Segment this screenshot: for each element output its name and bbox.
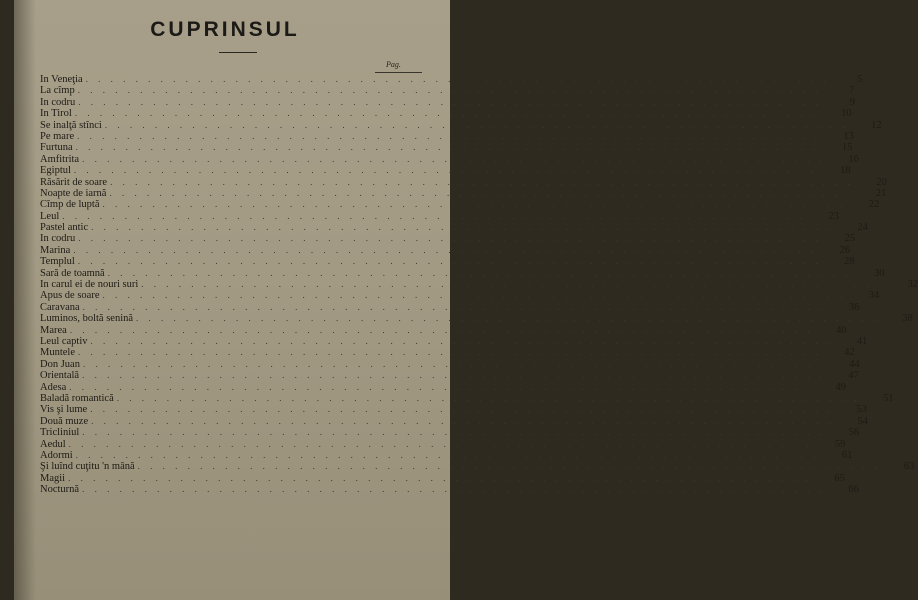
dot-leader: . . . . . . . . . . . . . . . . . . . . . . . . . . . . . . . . . . . . . . . . . . . . . . . . . . . . . . . . . . . . (91, 415, 835, 426)
dot-leader: . . . . . . . . . . . . . . . . . . . . . . . . . . . . . . . . . . . . . . . . . . . . . . . . . . . . . . . . . . . . (78, 347, 822, 358)
toc-entry (40, 187, 887, 199)
toc-entry (40, 484, 859, 496)
toc-entry-page: 22 (868, 199, 880, 211)
toc-entry (40, 427, 860, 439)
dot-leader: . . . . . . . . . . . . . . . . . . . . . . . . . . . . . . . . . . . . . . . . . . . . . . . . . . . . . . . . . . . . (82, 370, 826, 381)
toc-entry (40, 461, 915, 473)
dot-leader: . . . . . . . . . . . . . . . . . . . . . . . . . . . . . . . . . . . . . . . . . . . . . . . . . . . . . . . . . . . . (78, 96, 823, 107)
page-column-rule (375, 72, 422, 73)
toc-entry-page: 24 (857, 222, 868, 234)
dot-leader: . . . . . . . . . . . . . . . . . . . . . . . . . . . . . . . . . . . . . . . . . . . . . . . . . . . . . . . . . . . . (137, 461, 882, 472)
toc-entry-title: Pastel antic (40, 222, 89, 234)
dot-leader: . . . . . . . . . . . . . . . . . . . . . . . . . . . . . . . . . . . . . . . . . . . . . . . . . . . . . . . . . . . . (68, 472, 812, 483)
toc-entry-page: 47 (848, 370, 859, 382)
toc-entry-page: 42 (844, 347, 855, 359)
page-column-label: Pag. (386, 60, 401, 69)
toc-entry (40, 392, 894, 404)
toc-entry-page: 56 (848, 427, 860, 439)
toc-entry-page: 5 (857, 74, 863, 85)
toc-entry-page: 13 (843, 130, 854, 142)
toc-entry (40, 108, 852, 120)
toc-entry-title: Aedul (40, 438, 66, 450)
toc-entry-title: Magii (40, 472, 66, 484)
dot-leader: . . . . . . . . . . . . . . . . . . . . . . . . . . . . . . . . . . . . . . . . . . . . . . . . . . . . . . . . . . . . (107, 267, 852, 278)
toc-entry (40, 472, 845, 484)
dot-leader: . . . . . . . . . . . . . . . . . . . . . . . . . . . . . . . . . . . . . . . . . . . . . . . . . . . . . . . . . . . . (75, 142, 820, 153)
dot-leader: . . . . . . . . . . . . . . . . . . . . . . . . . . . . . . . . . . . . . . . . . . . . . . . . . . . . . . . . . . . . (62, 210, 806, 221)
toc-entry (40, 324, 847, 336)
toc-entry-title: Marea (40, 324, 67, 336)
toc-entry-title: Noapte de iarnă (40, 187, 107, 199)
dot-leader: . . . . . . . . . . . . . . . . . . . . . . . . . . . . . . . . . . . . . . . . . . . . . . . . . . . . . . . . . . . . (104, 119, 849, 130)
toc-entry-title: Furtuna (40, 142, 73, 154)
toc-entry-page: 12 (871, 119, 882, 131)
toc-entry (40, 130, 854, 142)
toc-entry (40, 438, 846, 450)
dot-leader: . . . . . . . . . . . . . . . . . . . . . . . . . . . . . . . . . . . . . . . . . . . . . . . . . . . . . . . . . . . . (69, 324, 814, 335)
dot-leader: . . . . . . . . . . . . . . . . . . . . . . . . . . . . . . . . . . . . . . . . . . . . . . . . . . . . . . . . . . . . (110, 176, 854, 187)
toc-entry (40, 199, 880, 211)
toc-entry-page: 28 (844, 256, 855, 268)
toc-entry-page: 61 (841, 449, 853, 461)
toc-entry (40, 370, 859, 382)
toc-entry-page: 38 (902, 313, 913, 325)
toc-entry-title: In Tirol (40, 108, 72, 120)
toc-entry (40, 85, 855, 97)
toc-entry (40, 119, 882, 131)
toc-entry-page: 59 (834, 438, 846, 450)
dot-leader: . . . . . . . . . . . . . . . . . . . . . . . . . . . . . . . . . . . . . . . . . . . . . . . . . . . . . . . . . . . . (102, 290, 847, 301)
toc-entry (40, 256, 855, 268)
title-underline (219, 52, 257, 53)
toc-entry-page: 23 (828, 210, 839, 222)
dot-leader: . . . . . . . . . . . . . . . . . . . . . . . . . . . . . . . . . . . . . . . . . . . . . . . . . . . . . . . . . . . . (75, 449, 820, 460)
toc-entry (40, 381, 846, 393)
toc-entry (40, 290, 880, 302)
toc-entry-page: 9 (849, 96, 856, 108)
toc-entry-title: Orientală (40, 370, 80, 382)
toc-entry-title: Pe mare (40, 130, 75, 142)
toc-entry-page: 30 (873, 267, 885, 279)
toc-entry-title: Don Juan (40, 358, 80, 370)
toc-entry-page: 16 (848, 153, 859, 165)
page-title: CUPRINSUL (150, 18, 300, 41)
toc-entry-page: 26 (839, 244, 851, 256)
toc-entry (40, 301, 860, 313)
dot-leader: . . . . . . . . . . . . . . . . . . . . . . . . . . . . . . . . . . . . . . . . . . . . . . . . . . . . . . . . . . . . (69, 381, 813, 392)
dot-leader: . . . . . . . . . . . . . . . . . . . . . . . . . . . . . . . . . . . . . . . . . . . . . . . . . . . . . . . . . . . . (141, 279, 886, 290)
toc-entry-page: 21 (875, 187, 887, 199)
toc-entry-title: Se inalţă stînci (40, 119, 102, 131)
dot-leader: . . . . . . . . . . . . . . . . . . . . . . . . . . . . . . . . . . . . . . . . . . . . . . . . . . . . . . . . . . . . (136, 313, 880, 324)
dot-leader: . . . . . . . . . . . . . . . . . . . . . . . . . . . . . . . . . . . . . . . . . . . . . . . . . . . . . . . . . . . . (91, 222, 835, 233)
dot-leader: . . . . . . . . . . . . . . . . . . . . . . . . . . . . . . . . . . . . . . . . . . . . . . . . . . . . . . . . . . . . (68, 438, 813, 449)
toc-entry-title: Egiptul (40, 165, 71, 177)
dot-leader: . . . . . . . . . . . . . . . . . . . . . . . . . . . . . . . . . . . . . . . . . . . . . . . . . . . . . . . . . . . . (73, 165, 818, 176)
toc-entry (40, 404, 867, 416)
toc-entry (40, 233, 856, 245)
toc-entry-title: Tricliniul (40, 427, 80, 439)
dot-leader: . . . . . . . . . . . . . . . . . . . . . . . . . . . . . . . . . . . . . . . . . . . . . . . . . . . . . . . . . . . . (85, 74, 830, 84)
toc-entry-title: In codru (40, 233, 76, 245)
dot-leader: . . . . . . . . . . . . . . . . . . . . . . . . . . . . . . . . . . . . . . . . . . . . . . . . . . . . . . . . . . . . (82, 427, 827, 438)
toc-entry-title: Luminos, boltă senină (40, 313, 134, 325)
toc-entry-title: Muntele (40, 347, 75, 359)
toc-entry-page: 25 (844, 233, 856, 245)
toc-entry-page: 20 (876, 176, 887, 188)
table-of-contents (40, 74, 918, 496)
toc-entry-page: 53 (856, 404, 867, 416)
dot-leader: . . . . . . . . . . . . . . . . . . . . . . . . . . . . . . . . . . . . . . . . . . . . . . . . . . . . . . . . . . . . (74, 108, 819, 119)
toc-entry-title: Marina (40, 244, 71, 256)
toc-entry-title: Baladă romantică (40, 392, 114, 404)
toc-entry-title: In Veneţia (40, 74, 83, 85)
toc-entry-page: 18 (840, 165, 851, 177)
toc-entry (40, 415, 868, 427)
dot-leader: . . . . . . . . . . . . . . . . . . . . . . . . . . . . . . . . . . . . . . . . . . . . . . . . . . . . . . . . . . . . (73, 244, 818, 255)
toc-entry-title: Templul (40, 256, 75, 268)
toc-entry-page: 65 (834, 472, 845, 484)
toc-entry-title: Şi luînd cuţitu 'n mână (40, 461, 135, 473)
toc-entry (40, 279, 918, 291)
toc-entry-page: 41 (856, 335, 868, 347)
toc-entry-page: 32 (907, 279, 918, 291)
dot-leader: . . . . . . . . . . . . . . . . . . . . . . . . . . . . . . . . . . . . . . . . . . . . . . . . . . . . . . . . . . . . (82, 358, 827, 369)
toc-entry-page: 49 (835, 381, 846, 393)
toc-entry-page: 40 (836, 324, 847, 336)
dot-leader: . . . . . . . . . . . . . . . . . . . . . . . . . . . . . . . . . . . . . . . . . . . . . . . . . . . . . . . . . . . . (77, 85, 822, 96)
dot-leader: . . . . . . . . . . . . . . . . . . . . . . . . . . . . . . . . . . . . . . . . . . . . . . . . . . . . . . . . . . . . (77, 130, 821, 141)
toc-entry (40, 165, 851, 177)
toc-entry-page: 51 (883, 392, 894, 404)
toc-entry-page: 15 (841, 142, 853, 154)
toc-entry-title: Apus de soare (40, 290, 100, 302)
dot-leader: . . . . . . . . . . . . . . . . . . . . . . . . . . . . . . . . . . . . . . . . . . . . . . . . . . . . . . . . . . . . (78, 233, 823, 244)
dot-leader: . . . . . . . . . . . . . . . . . . . . . . . . . . . . . . . . . . . . . . . . . . . . . . . . . . . . . . . . . . . . (90, 404, 834, 415)
toc-entry-title: Cîmp de luptă (40, 199, 100, 211)
toc-entry-page: 10 (841, 108, 852, 120)
toc-entry (40, 142, 853, 154)
toc-entry-page: 54 (857, 415, 868, 427)
toc-entry-page: 36 (848, 301, 860, 313)
toc-entry (40, 153, 859, 165)
toc-entry (40, 96, 856, 108)
toc-entry (40, 74, 863, 85)
toc-entry (40, 449, 853, 461)
toc-entry (40, 210, 839, 222)
toc-entry-page: 7 (849, 85, 855, 97)
book-page (14, 0, 918, 600)
dot-leader: . . . . . . . . . . . . . . . . . . . . . . . . . . . . . . . . . . . . . . . . . . . . . . . . . . . . . . . . . . . . (82, 301, 827, 312)
toc-entry (40, 335, 868, 347)
toc-entry (40, 358, 860, 370)
toc-entry-title: Vis şi lume (40, 404, 88, 416)
toc-entry (40, 176, 887, 188)
dot-leader: . . . . . . . . . . . . . . . . . . . . . . . . . . . . . . . . . . . . . . . . . . . . . . . . . . . . . . . . . . . . (82, 484, 826, 495)
toc-entry-title: Amfitrita (40, 153, 80, 165)
toc-entry-title: La cîmp (40, 85, 75, 97)
dot-leader: . . . . . . . . . . . . . . . . . . . . . . . . . . . . . . . . . . . . . . . . . . . . . . . . . . . . . . . . . . . . (102, 199, 847, 210)
dot-leader: . . . . . . . . . . . . . . . . . . . . . . . . . . . . . . . . . . . . . . . . . . . . . . . . . . . . . . . . . . . . (90, 335, 835, 346)
toc-entry-page: 63 (903, 461, 915, 473)
toc-entry-title: Răsărit de soare (40, 176, 108, 188)
toc-entry-page: 66 (848, 484, 859, 496)
dot-leader: . . . . . . . . . . . . . . . . . . . . . . . . . . . . . . . . . . . . . . . . . . . . . . . . . . . . . . . . . . . . (77, 256, 822, 267)
dot-leader: . . . . . . . . . . . . . . . . . . . . . . . . . . . . . . . . . . . . . . . . . . . . . . . . . . . . . . . . . . . . (109, 187, 854, 198)
toc-entry (40, 222, 868, 234)
toc-entry (40, 347, 855, 359)
toc-entry (40, 244, 851, 256)
toc-entry-page: 44 (849, 358, 860, 370)
toc-entry-title: Adormi (40, 449, 73, 461)
toc-entry-title: Nocturnă (40, 484, 80, 496)
dot-leader: . . . . . . . . . . . . . . . . . . . . . . . . . . . . . . . . . . . . . . . . . . . . . . . . . . . . . . . . . . . . (82, 153, 826, 164)
toc-entry-title: In codru (40, 96, 76, 108)
toc-entry-title: Adesa (40, 381, 67, 393)
toc-entry-page: 34 (868, 290, 880, 302)
toc-entry (40, 313, 913, 325)
toc-entry (40, 267, 885, 279)
toc-entry-title: Leul (40, 210, 60, 222)
toc-entry-title: Sară de toamnă (40, 267, 105, 279)
dot-leader: . . . . . . . . . . . . . . . . . . . . . . . . . . . . . . . . . . . . . . . . . . . . . . . . . . . . . . . . . . . . (116, 392, 861, 403)
toc-entry-title: In carul ei de nouri suri (40, 279, 139, 291)
toc-entry-title: Două muze (40, 415, 89, 427)
toc-entry-title: Leul captiv (40, 335, 88, 347)
toc-entry-title: Caravana (40, 301, 80, 313)
